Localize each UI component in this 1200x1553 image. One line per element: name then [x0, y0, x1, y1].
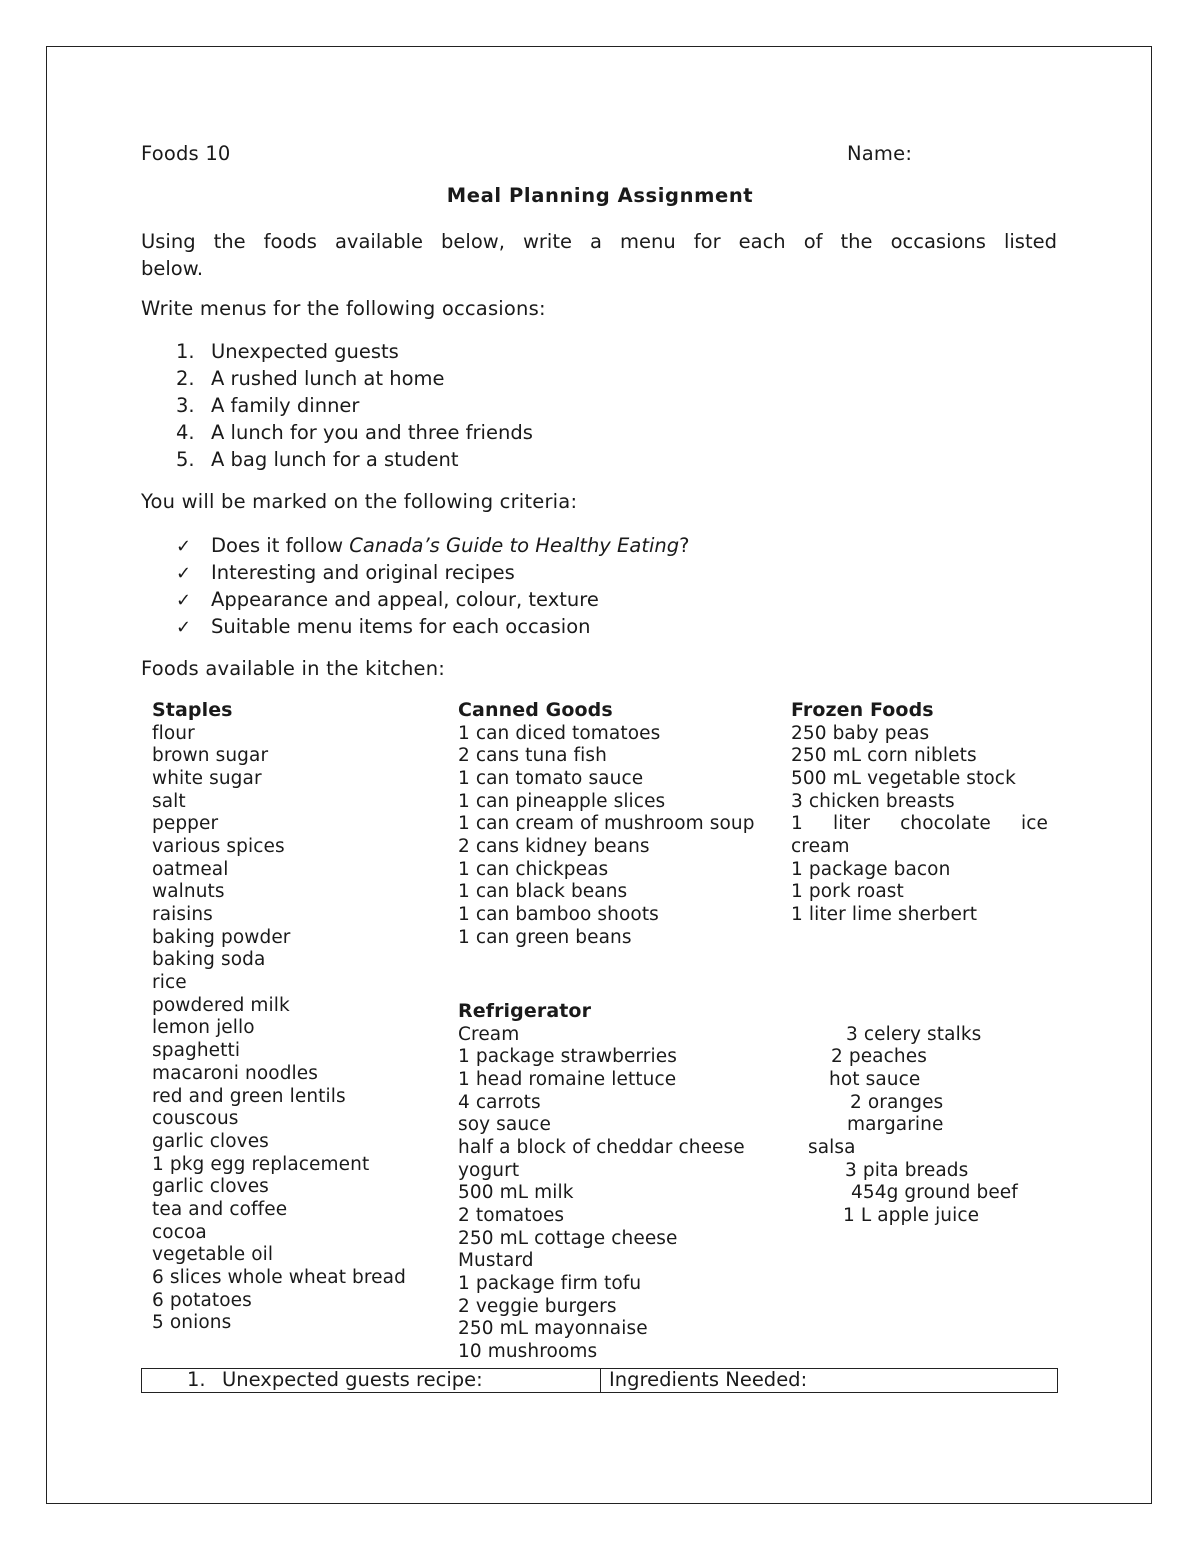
staples-heading: Staples	[152, 699, 233, 721]
list-item: ✓ Appearance and appeal, colour, texture	[176, 586, 689, 613]
list-item: 4. A lunch for you and three friends	[176, 421, 533, 444]
list-item: 250 mL corn niblets	[791, 745, 977, 767]
list-item: 1 can bamboo shoots	[458, 904, 659, 925]
frozen-foods-list-a	[791, 723, 1048, 814]
list-item: 1 can diced tomatoes	[458, 722, 661, 744]
list-item: salt	[152, 790, 186, 812]
list-item: 500 mL milk	[458, 1182, 574, 1204]
canned-goods-list	[458, 723, 755, 950]
list-item: tea and coffee	[152, 1198, 288, 1220]
list-item: 1 can green beans	[458, 926, 632, 948]
list-item: 1 L apple juice	[843, 1205, 980, 1226]
list-item: cocoa	[152, 1221, 207, 1243]
list-item: margarine	[847, 1114, 944, 1136]
list-item: lemon jello	[152, 1017, 255, 1039]
list-item: baking powder	[152, 926, 291, 948]
list-item: 2 cans kidney beans	[458, 835, 650, 857]
list-item: 4 carrots	[458, 1091, 541, 1113]
staples-column	[152, 699, 406, 1335]
name-label: Name:	[847, 142, 913, 165]
frozen-foods-column	[791, 699, 1048, 927]
recipe-cell[interactable]: 1. Unexpected guests recipe:	[142, 1369, 601, 1392]
list-item: soy sauce	[458, 1114, 551, 1136]
list-item: 2 cans tuna fish	[458, 745, 607, 767]
list-item: 6 potatoes	[152, 1289, 252, 1311]
list-item: 1 can black beans	[458, 881, 628, 903]
list-item: yogurt	[458, 1159, 520, 1181]
list-item: brown sugar	[152, 745, 269, 767]
criteria-intro: You will be marked on the following criteria:	[141, 490, 578, 513]
list-item: 1 pkg egg replacement	[152, 1153, 370, 1175]
list-item: red and green lentils	[152, 1085, 346, 1107]
list-item: salsa	[808, 1136, 856, 1158]
list-item: couscous	[152, 1108, 239, 1130]
list-item: garlic cloves	[152, 1176, 269, 1198]
list-item: garlic cloves	[152, 1130, 269, 1152]
list-item: baking soda	[152, 949, 266, 971]
list-item: 1 head romaine lettuce	[458, 1068, 677, 1090]
list-item: 5. A bag lunch for a student	[176, 448, 459, 471]
list-item: 1 can chickpeas	[458, 858, 609, 880]
list-item: 1 liter lime sherbert	[791, 904, 978, 925]
list-item: cream	[791, 835, 850, 857]
occasions-list	[176, 338, 533, 473]
list-item: raisins	[152, 904, 213, 925]
list-item: macaroni noodles	[152, 1062, 318, 1084]
list-item: rice	[152, 972, 187, 994]
list-item: Mustard	[458, 1250, 534, 1272]
list-item: 1 package strawberries	[458, 1046, 677, 1068]
list-item: 1 pork roast	[791, 881, 904, 903]
list-item: spaghetti	[152, 1040, 241, 1062]
list-item: 1 can tomato sauce	[458, 767, 644, 789]
list-item: 3 chicken breasts	[791, 790, 955, 812]
list-item: various spices	[152, 835, 285, 857]
refrigerator-list-right	[0, 1024, 1200, 1228]
list-item: powdered milk	[152, 994, 290, 1016]
list-item: 2 veggie burgers	[458, 1295, 617, 1317]
list-item: 250 mL mayonnaise	[458, 1318, 648, 1340]
list-item: Cream	[458, 1023, 520, 1045]
list-item: 3 celery stalks	[846, 1023, 982, 1045]
list-item: 1 can pineapple slices	[458, 790, 666, 812]
list-item: 5 onions	[152, 1312, 232, 1334]
list-item: ✓ Does it follow Canada’s Guide to Healthy Eating?	[176, 532, 689, 559]
list-item: 3. A family dinner	[176, 394, 360, 417]
list-item: 250 mL cottage cheese	[458, 1227, 678, 1249]
list-item: 2. A rushed lunch at home	[176, 367, 445, 390]
list-item: ✓ Suitable menu items for each occasion	[176, 613, 689, 640]
refrigerator-heading: Refrigerator	[458, 1000, 592, 1022]
list-item: 6 slices whole wheat bread	[152, 1267, 406, 1288]
course-label: Foods 10	[141, 142, 231, 165]
frozen-foods-list-b	[791, 836, 1048, 927]
list-item: flour	[152, 722, 195, 744]
list-item: 500 mL vegetable stock	[791, 767, 1016, 789]
list-item: walnuts	[152, 881, 225, 903]
frozen-foods-heading: Frozen Foods	[791, 699, 934, 721]
list-item: pepper	[152, 813, 219, 835]
frozen-justified-line: 1 liter chocolate ice	[791, 813, 1048, 835]
foods-intro: Foods available in the kitchen:	[141, 657, 446, 680]
page-title: Meal Planning Assignment	[446, 184, 754, 207]
canned-goods-heading: Canned Goods	[458, 699, 613, 721]
list-item: 1 can cream of mushroom soup	[458, 813, 755, 835]
ingredients-cell[interactable]	[601, 1369, 1057, 1392]
list-item: oatmeal	[152, 858, 229, 880]
instructions-paragraph: Using the foods available below, write a menu for each of the occasions listed below.	[141, 230, 1057, 280]
list-item: white sugar	[152, 767, 262, 789]
criteria-list	[176, 532, 689, 640]
checkmark-icon: ✓	[176, 536, 192, 557]
list-item: 2 peaches	[831, 1046, 927, 1068]
list-item: ✓ Interesting and original recipes	[176, 559, 689, 586]
list-item: half a block of cheddar cheese	[458, 1136, 745, 1158]
recipe-table	[141, 1368, 1058, 1393]
list-item: 10 mushrooms	[458, 1341, 598, 1363]
list-item: 454g ground beef	[851, 1182, 1018, 1204]
canned-goods-column	[458, 699, 755, 949]
list-item: 2 oranges	[850, 1091, 944, 1113]
list-item: 1. Unexpected guests	[176, 340, 399, 363]
checkmark-icon: ✓	[176, 617, 192, 638]
checkmark-icon: ✓	[176, 563, 192, 584]
list-item: 3 pita breads	[845, 1159, 969, 1181]
list-item: 2 tomatoes	[458, 1205, 565, 1226]
guide-title: Canada’s Guide to Healthy Eating	[349, 534, 680, 557]
checkmark-icon: ✓	[176, 590, 192, 611]
ingredients-label: Ingredients Needed:	[609, 1368, 808, 1391]
list-item: 250 baby peas	[791, 722, 930, 744]
recipe-label: Unexpected guests recipe:	[222, 1368, 483, 1391]
list-item: hot sauce	[829, 1068, 921, 1090]
list-item: 1 package bacon	[791, 858, 951, 880]
list-item: vegetable oil	[152, 1244, 274, 1266]
list-item: 1 package firm tofu	[458, 1273, 642, 1295]
occasions-intro: Write menus for the following occasions:	[141, 297, 546, 320]
